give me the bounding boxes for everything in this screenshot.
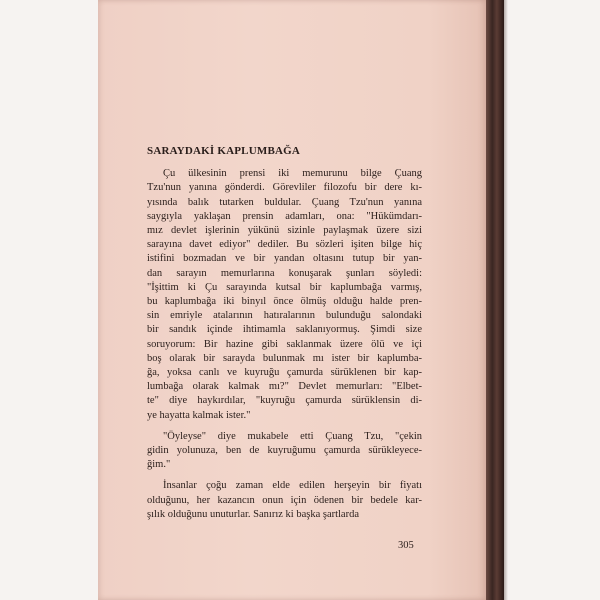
text-line: Çu ülkesinin prensi iki memurunu bilge Çuang: [163, 168, 422, 180]
text-line: ğim.": [147, 459, 171, 471]
text-line: "İşittim ki Çu sarayında kutsal bir kaplumbağa varmış,: [147, 281, 422, 293]
page-number: 305: [398, 540, 414, 551]
text-line: soruyorum: Bir hazine gibi saklanmak üzere ölü ve içi: [147, 338, 422, 350]
paragraphs: [147, 167, 422, 522]
paragraph: [147, 479, 422, 522]
page-text: [147, 144, 422, 529]
text-line: mız devlet işlerinin yükünü sizinle paylaşmak üzere sizi: [147, 225, 422, 237]
page-edge-shadow: [504, 0, 508, 600]
section-title: SARAYDAKİ KAPLUMBAĞA: [147, 145, 301, 157]
text-line: sin emriyle atalarının hatıralarının bulunduğu salondaki: [147, 310, 422, 322]
text-line: ye hayatta kalmak ister.": [147, 409, 251, 421]
text-line: sarayına davet ediyor" dediler. Bu sözleri işiten bilge hiç: [147, 239, 422, 251]
text-line: bu kaplumbağa iki binyıl önce ölmüş olduğu halde pren-: [147, 296, 422, 308]
text-line: lumbağa olarak kalmak mı?" Devlet memurları: "Elbet-: [147, 381, 422, 393]
text-line: olduğunu, her kazancın onun için ödenen bir bedele kar-: [147, 494, 422, 506]
text-line: ğa, yoksa canlı ve kuyruğu çamurda sürüklenen bir kap-: [147, 367, 422, 379]
text-line: gidin yolunuza, ben de kuyruğumu çamurda sürükleyece-: [147, 445, 422, 457]
text-line: dan sarayın memurlarına konuşarak şunları söyledi:: [147, 267, 422, 279]
paragraph: [147, 430, 422, 473]
text-line: "Öyleyse" diye mukabele etti Çuang Tzu, "çekin: [163, 430, 422, 442]
text-line: İnsanlar çoğu zaman elde edilen herşeyin bir fiyatı: [163, 480, 422, 492]
text-line: şılık olduğunu unuturlar. Sanırız ki başka şartlarda: [147, 508, 359, 520]
text-line: boş olarak bir sarayda bulunmak mı ister bir kaplumba-: [147, 352, 422, 364]
text-line: te" diye haykırdılar, "kuyruğu çamurda sürüklensin di-: [147, 395, 422, 407]
text-line: saygıyla yaklaşan prensin adamları, ona: "Hükümdarı-: [147, 210, 422, 222]
text-line: yısında balık tutarken buldular. Çuang Tzu'nun yanına: [147, 196, 422, 208]
text-line: Tzu'nun yanına gönderdi. Görevliler filozofu bir dere kı-: [147, 182, 422, 194]
text-line: bir sandık içinde ihtimamla saklanıyormuş. Şimdi size: [147, 324, 422, 336]
text-line: istifini bozmadan ve bir yandan oltasını tutup bir yan-: [147, 253, 422, 265]
page-edge: [486, 0, 504, 600]
paragraph: [147, 167, 422, 423]
